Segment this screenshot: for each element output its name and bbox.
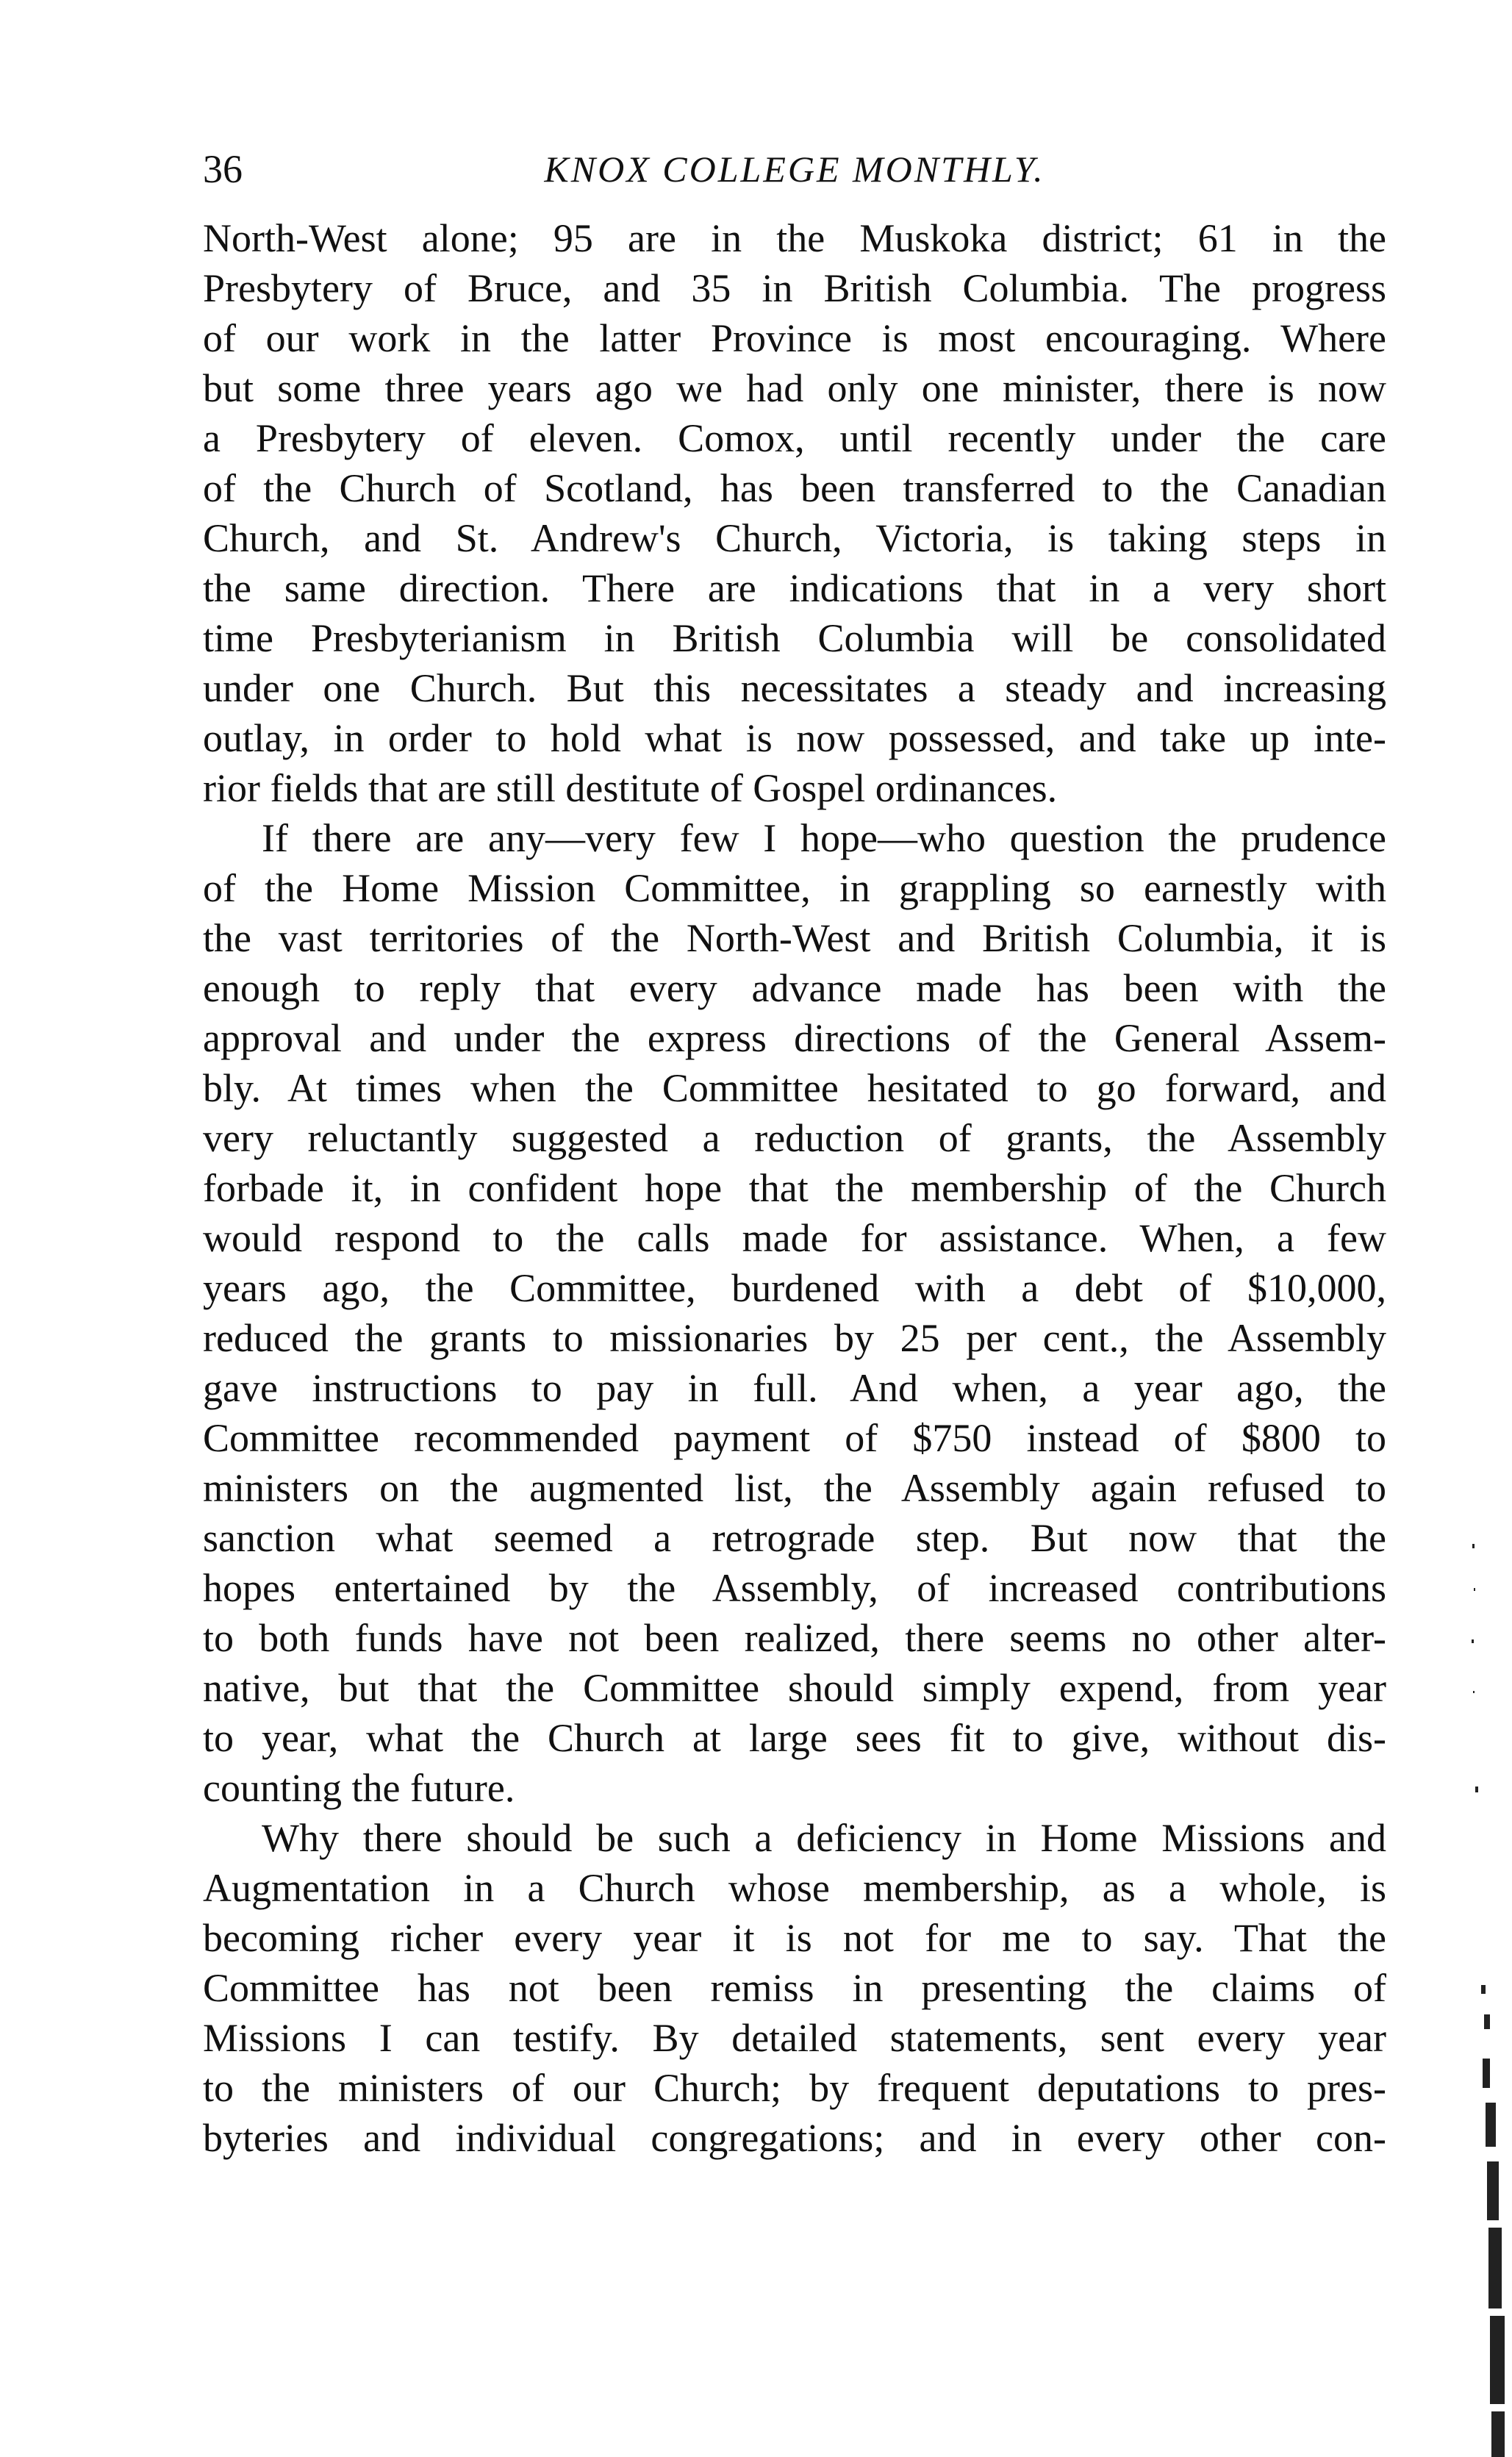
text-line: byteries and individual congregations; and in every other con- [203,2116,1386,2160]
text-line: Missions I can testify. By detailed statements, sent every year [203,2016,1386,2060]
text-line: hopes entertained by the Assembly, of increased contributions [203,1566,1386,1610]
text-line: bly. At times when the Committee hesitated to go forward, and [203,1066,1386,1110]
scan-edge-noise [1468,1544,1505,2457]
text-line: very reluctantly suggested a reduction of grants, the Assembly [203,1116,1386,1160]
article-body [203,213,1386,2163]
text-line: ministers on the augmented list, the Assembly again refused to [203,1466,1386,1510]
text-line: Why there should be such a deficiency in Home Missions and [262,1816,1386,1860]
running-head [203,140,1386,199]
paragraph-2 [203,813,1386,1813]
text-line: If there are any—very few I hope—who question the prudence [262,816,1386,860]
text-line: sanction what seemed a retrograde step. But now that the [203,1516,1386,1560]
paragraph-3 [203,1813,1386,2163]
text-line: rior fields that are still destitute of Gospel ordinances. [203,766,1058,810]
text-line: Church, and St. Andrew's Church, Victoria, is taking steps in [203,516,1386,560]
text-line: of the Church of Scotland, has been transferred to the Canadian [203,466,1386,510]
text-line: years ago, the Committee, burdened with a debt of $10,000, [203,1266,1386,1310]
paragraph-1 [203,213,1386,813]
text-line: time Presbyterianism in British Columbia will be consolidated [203,616,1386,660]
text-line: becoming richer every year it is not for me to say. That the [203,1916,1386,1960]
text-line: outlay, in order to hold what is now possessed, and take up inte- [203,716,1386,760]
text-line: approval and under the express directions of the General Assem- [203,1016,1386,1060]
text-line: would respond to the calls made for assistance. When, a few [203,1216,1386,1260]
text-line: Committee has not been remiss in presenting the claims of [203,1966,1386,2010]
text-line: enough to reply that every advance made has been with the [203,966,1386,1010]
text-line: under one Church. But this necessitates a steady and increasing [203,666,1386,710]
text-line: gave instructions to pay in full. And when, a year ago, the [203,1366,1386,1410]
text-line: a Presbytery of eleven. Comox, until recently under the care [203,416,1386,460]
text-line: but some three years ago we had only one minister, there is now [203,366,1386,410]
journal-title: KNOX COLLEGE MONTHLY. [544,149,1045,190]
text-line: to both funds have not been realized, there seems no other alter- [203,1616,1386,1660]
text-line: Presbytery of Bruce, and 35 in British Columbia. The progress [203,266,1386,310]
text-line: counting the future. [203,1766,515,1810]
text-line: to the ministers of our Church; by frequent deputations to pres- [203,2066,1386,2110]
text-line: Augmentation in a Church whose membership, as a whole, is [203,1866,1386,1910]
text-line: of the Home Mission Committee, in grappling so earnestly with [203,866,1386,910]
text-line: the vast territories of the North-West and British Columbia, it is [203,916,1386,960]
text-line: of our work in the latter Province is most encouraging. Where [203,316,1386,360]
page-number: 36 [203,147,243,191]
text-line: the same direction. There are indications that in a very short [203,566,1386,610]
text-line: reduced the grants to missionaries by 25 per cent., the Assembly [203,1316,1386,1360]
text-line: to year, what the Church at large sees fit to give, without dis- [203,1716,1386,1760]
text-line: forbade it, in confident hope that the membership of the Church [203,1166,1386,1210]
text-line: native, but that the Committee should simply expend, from year [203,1666,1386,1710]
text-line: North-West alone; 95 are in the Muskoka district; 61 in the [203,216,1386,260]
text-line: Committee recommended payment of $750 instead of $800 to [203,1416,1386,1460]
